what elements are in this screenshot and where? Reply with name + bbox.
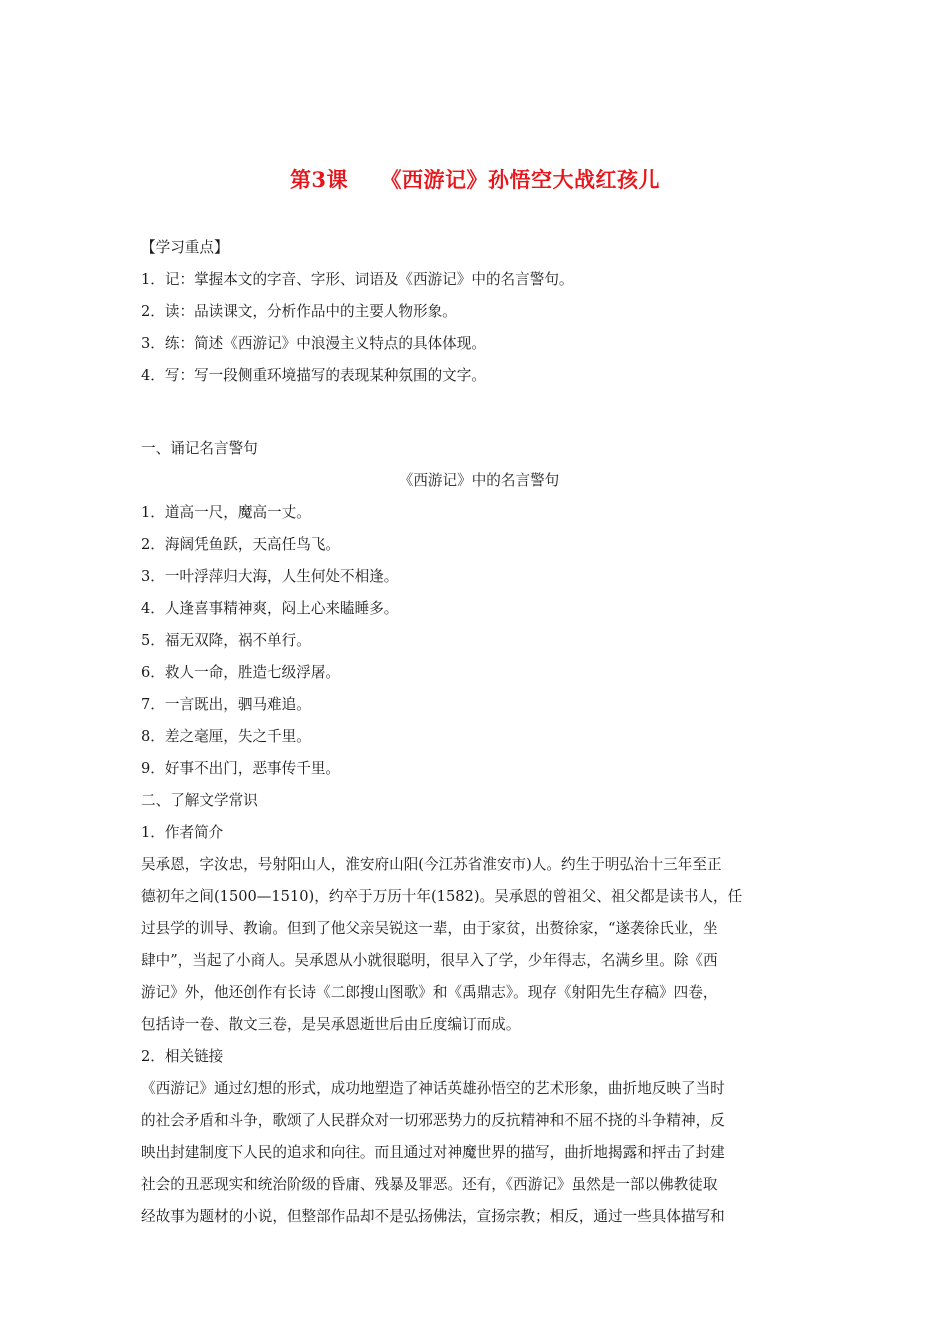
author-heading: 1．作者简介	[141, 824, 224, 841]
link-paragraph-line: 经故事为题材的小说，但整部作品却不是弘扬佛法，宣扬宗教；相反，通过一些具体描写和	[141, 1208, 725, 1225]
quote-item: 5．福无双降，祸不单行。	[141, 632, 311, 649]
author-paragraph-line: 游记》外，他还创作有长诗《二郎搜山图歌》和《禹鼎志》。现存《射阳先生存稿》四卷，	[141, 984, 718, 1001]
section1-subtitle: 《西游记》中的名言警句	[398, 472, 560, 489]
link-heading: 2．相关链接	[141, 1048, 224, 1065]
quote-item: 4．人逢喜事精神爽，闷上心来瞌睡多。	[141, 600, 399, 617]
quote-item: 8．差之毫厘，失之千里。	[141, 728, 311, 745]
quote-item: 1．道高一尺，魔高一丈。	[141, 504, 311, 521]
link-paragraph-line: 《西游记》通过幻想的形式，成功地塑造了神话英雄孙悟空的艺术形象，曲折地反映了当时	[141, 1080, 725, 1097]
page-title: 第3课 《西游记》孙悟空大战红孩儿	[289, 167, 661, 192]
author-paragraph-line: 肆中”，当起了小商人。吴承恩从小就很聪明，很早入了学，少年得志，名满乡里。除《西	[141, 952, 718, 969]
author-paragraph-line: 过县学的训导、教谕。但到了他父亲吴锐这一辈，由于家贫，出赘徐家，“遂袭徐氏业，坐	[141, 920, 718, 937]
author-paragraph-line: 包括诗一卷、散文三卷，是吴承恩逝世后由丘度编订而成。	[141, 1016, 521, 1033]
focus-heading: 【学习重点】	[141, 239, 229, 256]
link-paragraph-line: 映出封建制度下人民的追求和向往。而且通过对神魔世界的描写，曲折地揭露和抨击了封建	[141, 1144, 725, 1161]
quote-item: 2．海阔凭鱼跃，天高任鸟飞。	[141, 536, 341, 553]
focus-item: 4．写：写一段侧重环境描写的表现某种氛围的文字。	[141, 367, 486, 384]
quote-item: 7．一言既出，驷马难追。	[141, 696, 311, 713]
author-paragraph-line: 吴承恩，字汝忠，号射阳山人，淮安府山阳(今江苏省淮安市)人。约生于明弘治十三年至正	[141, 856, 722, 873]
quote-item: 9．好事不出门，恶事传千里。	[141, 760, 341, 777]
quote-item: 3．一叶浮萍归大海，人生何处不相逢。	[141, 568, 399, 585]
focus-item: 3．练：简述《西游记》中浪漫主义特点的具体体现。	[141, 335, 486, 352]
link-paragraph-line: 社会的丑恶现实和统治阶级的昏庸、残暴及罪恶。还有，《西游记》虽然是一部以佛教徒取	[141, 1176, 718, 1193]
section2-heading: 二、了解文学常识	[141, 792, 258, 809]
section1-heading: 一、诵记名言警句	[141, 440, 258, 457]
link-paragraph-line: 的社会矛盾和斗争，歌颂了人民群众对一切邪恶势力的反抗精神和不屈不挠的斗争精神，反	[141, 1112, 725, 1129]
document-body	[141, 232, 817, 1233]
focus-item: 1．记：掌握本文的字音、字形、词语及《西游记》中的名言警句。	[141, 271, 574, 288]
section-spacer	[141, 392, 817, 433]
focus-item: 2．读：品读课文，分析作品中的主要人物形象。	[141, 303, 457, 320]
quote-item: 6．救人一命，胜造七级浮屠。	[141, 664, 341, 681]
author-paragraph-line: 德初年之间(1500—1510)，约卒于万历十年(1582)。吴承恩的曾祖父、祖父都是读书人，任	[141, 888, 743, 905]
